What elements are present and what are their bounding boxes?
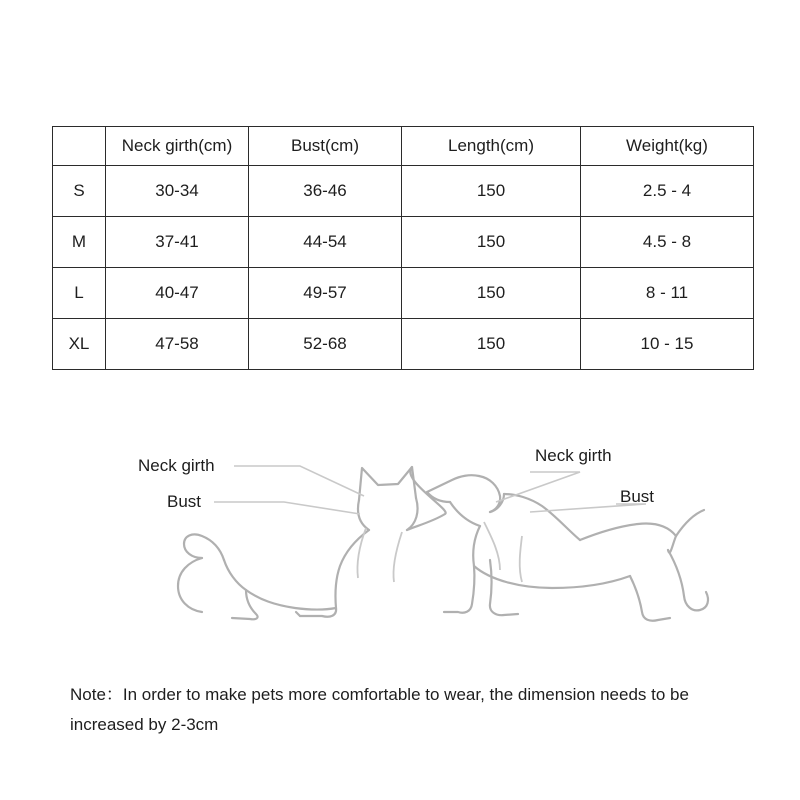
cell-neck: 47-58 (106, 319, 249, 370)
cell-size: L (53, 268, 106, 319)
column-header-neck: Neck girth(cm) (106, 127, 249, 166)
cell-length: 150 (402, 217, 581, 268)
table-body (53, 166, 754, 370)
column-header-bust: Bust(cm) (249, 127, 402, 166)
cell-bust: 49-57 (249, 268, 402, 319)
dog-harness-strap (484, 522, 522, 582)
cat-bust-label: Bust (167, 492, 202, 511)
column-header-size (53, 127, 106, 166)
table-header-row (53, 127, 754, 166)
cat-outline-icon (178, 467, 446, 619)
cell-bust: 52-68 (249, 319, 402, 370)
cell-length: 150 (402, 319, 581, 370)
cat-bust-leader-line (214, 502, 360, 514)
cell-neck: 30-34 (106, 166, 249, 217)
cell-bust: 36-46 (249, 166, 402, 217)
cell-size: M (53, 217, 106, 268)
column-header-weight: Weight(kg) (581, 127, 754, 166)
cell-weight: 10 - 15 (581, 319, 754, 370)
table-row (53, 319, 754, 370)
size-chart-table-wrapper (52, 126, 748, 370)
column-header-length: Length(cm) (402, 127, 581, 166)
table-header (53, 127, 754, 166)
dog-neck-girth-label: Neck girth (535, 446, 612, 465)
measurement-illustration (60, 440, 750, 660)
cell-neck: 37-41 (106, 217, 249, 268)
cat-neck-leader-line (234, 466, 364, 496)
cat-annotation-leaders (214, 466, 364, 514)
cell-weight: 8 - 11 (581, 268, 754, 319)
dog-neck-leader-line (496, 472, 580, 502)
cell-bust: 44-54 (249, 217, 402, 268)
cell-weight: 2.5 - 4 (581, 166, 754, 217)
table-row (53, 166, 754, 217)
cell-size: XL (53, 319, 106, 370)
cat-harness-strap (357, 528, 402, 582)
dog-outline-icon (427, 475, 708, 621)
table-row (53, 217, 754, 268)
size-chart-table (52, 126, 754, 370)
cat-neck-girth-label: Neck girth (138, 456, 215, 475)
note-text: Note：In order to make pets more comfortable to wear, the dimension needs to be increased by 2-3cm (70, 685, 689, 734)
cell-length: 150 (402, 166, 581, 217)
cell-neck: 40-47 (106, 268, 249, 319)
cell-length: 150 (402, 268, 581, 319)
cell-weight: 4.5 - 8 (581, 217, 754, 268)
cell-size: S (53, 166, 106, 217)
dog-bust-label: Bust (620, 487, 655, 506)
table-row (53, 268, 754, 319)
